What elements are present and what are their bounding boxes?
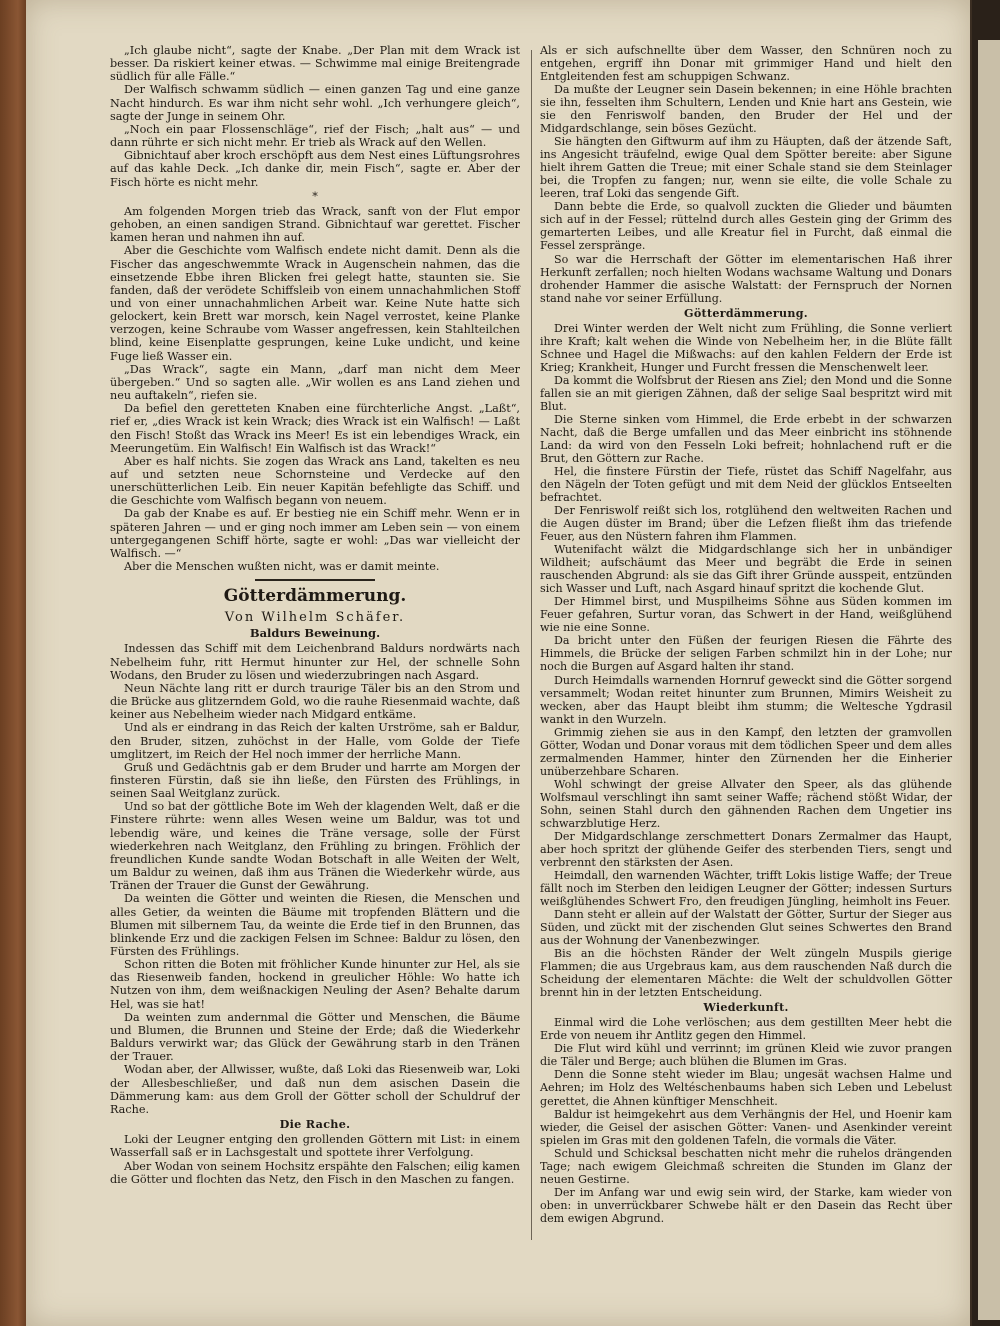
paragraph: Neun Nächte lang ritt er durch traurige Täler bis an den Strom und die Brücke aus glitzerndem Gold, wo die rauhe Riesenmaid wachte, daß keiner aus Nebelheim wieder nach Midgard entkäme. <box>110 681 520 722</box>
paragraph: Der im Anfang war und ewig sein wird, der Starke, kam wieder von oben: in unverrückbarer Schwebe hält er den Dasein das Recht über dem ewigen Abgrund. <box>540 1185 952 1225</box>
paragraph: Gruß und Gedächtnis gab er dem Bruder und harrte am Morgen der finsteren Fürstin, daß sie ihn ließe, den Fürsten des Frühlings, in seinen Saal Weitglanz zurück. <box>110 760 520 801</box>
article-author: Von Wilhelm Schäfer. <box>224 610 406 626</box>
paragraph: Bis an die höchsten Ränder der Welt züngeln Muspils gierige Flammen; die aus Urgebraus kam, aus dem rauschenden Naß durch die Scheidung der elementaren Mächte: die Welt der schuldvollen Götter brennt hin in der letzten Entscheidung. <box>540 947 952 1000</box>
paragraph: Am folgenden Morgen trieb das Wrack, sanft von der Flut empor gehoben, an einen sandigen Strand. Gibnichtauf war gerettet. Fischer kamen heran und nahmen ihn auf. <box>110 204 520 245</box>
paragraph: Wutenifacht wälzt die Midgardschlange sich her in unbändiger Wildheit; aufschäumt das Meer und begräbt die Erde in seinen rauschenden Abgrund: als sie das Gift ihrer Gründe ausspeit, entzünden sich Wasser und Luft, nach Asgard hinauf spritzt die kochende Glut. <box>540 543 952 596</box>
paragraph: Der Fenriswolf reißt sich los, rotglühend den weltweiten Rachen und die Augen düster im Brand; über die Lefzen fließt ihm das triefende Feuer, aus den Nüstern fahren ihm Flammen. <box>540 504 952 544</box>
paragraph: Einmal wird die Lohe verlöschen; aus dem gestillten Meer hebt die Erde von neuem ihr Antlitz gegen den Himmel. <box>540 1016 952 1043</box>
paragraph: Heimdall, den warnenden Wächter, trifft Lokis listige Waffe; der Treue fällt noch im Sterben den leidigen Leugner der Götter; indessen Surturs weißglühendes Schwert Fro, den freudigen Jüngling, heimholt ins Feuer. <box>540 868 952 909</box>
paragraph: Drei Winter werden der Welt nicht zum Frühling, die Sonne verliert ihre Kraft; kalt wehen die Winde von Nebelheim her, in die Blüte fällt Schnee und Hagel die Mißwachs: auf den kahlen Feldern der Erde ist Krieg; Krankheit, Hunger und Furcht fressen die Menschenwelt leer. <box>540 321 952 374</box>
paragraph: Dann bebte die Erde, so qualvoll zuckten die Glieder und bäumten sich auf in der Fessel; rüttelnd durch alles Gestein ging der Grimm des gemarterten Leibes, und alle Kreatur fiel in Furcht, daß einmal die Fessel zerspränge. <box>540 200 952 253</box>
paragraph: Grimmig ziehen sie aus in den Kampf, den letzten der gramvollen Götter, Wodan und Donar voraus mit dem tödlichen Speer und dem alles zermalmenden Hammer, hinter den Zürnenden her die Einherier unüberzehbare Scharen. <box>540 725 952 778</box>
paragraph: Schon ritten die Boten mit fröhlicher Kunde hinunter zur Hel, als sie das Riesenweib fanden, hockend in greulicher Höhle: Wo hatte ich Nutzen von ihm, dem weißnackigen Neuling der Asen? Behalte darum Hel, was sie hat! <box>110 958 520 1011</box>
paragraph: Baldur ist heimgekehrt aus dem Verhängnis der Hel, und Hoenir kam wieder, die Geisel der asischen Götter: Vanen- und Asenkinder vereint spielen im Gras mit den goldenen Tafeln, die vormals die Väter. <box>540 1107 952 1147</box>
section-heading: Götterdämmerung. <box>684 306 808 320</box>
paragraph: Aber Wodan von seinem Hochsitz erspähte den Falschen; eilig kamen die Götter und flochten das Netz, den Fisch in den Maschen zu fangen. <box>110 1159 520 1186</box>
paragraph: „Ich glaube nicht“, sagte der Knabe. „Der Plan mit dem Wrack ist besser. Da riskiert keiner etwas. — Schwimme mal einige Breitengrade südlich für alle Fälle.“ <box>110 44 520 84</box>
paragraph: „Das Wrack“, sagte ein Mann, „darf man nicht dem Meer übergeben.“ Und so sagten alle. „Wir wollen es ans Land ziehen und neu auftakeln“, riefen sie. <box>110 362 520 403</box>
right-column <box>540 44 952 1225</box>
paragraph: Loki der Leugner entging den grollenden Göttern mit List: in einem Wasserfall saß er in Lachsgestalt und spottete ihrer Verfolgung. <box>110 1133 520 1160</box>
paragraph: Und so bat der göttliche Bote im Weh der klagenden Welt, daß er die Finstere rührte: wenn alles Wesen weine um Baldur, was tot und lebendig wäre, und keines die Träne versage, solle der Fürst wiederkehren nach Weitglanz, den Frühling zu bringen. Fröhlich der freundlichen Kunde sandte Wodan Botschaft in alle Weiten der Welt, um Baldur zu weinen, daß ihm aus Tränen die Wiederkehr würde, aus Tränen der Trauer die Gunst der Gewährung. <box>110 800 520 893</box>
paragraph: Indessen das Schiff mit dem Leichenbrand Baldurs nordwärts nach Nebelheim fuhr, ritt Hermut hinunter zur Hel, der schnelle Sohn Wodans, den Bruder zu lösen und wiederzubringen nach Asgard. <box>110 642 520 682</box>
paragraph: Da kommt die Wolfsbrut der Riesen ans Ziel; den Mond und die Sonne fallen sie an mit gierigen Zähnen, daß der selige Saal bespritzt wird mit Blut. <box>540 373 952 413</box>
paragraph: Schuld und Schicksal beschatten nicht mehr die ruhelos drängenden Tage; nach ewigem Gleichmaß schreiten die Stunden im Glanz der neuen Gestirne. <box>540 1146 952 1186</box>
paragraph: Aber die Geschichte vom Walfisch endete nicht damit. Denn als die Fischer das angeschwemmte Wrack in Augenschein nahmen, das die einsetzende Ebbe ihren Blicken frei gelegt hatte, staunten sie. Sie fanden, daß der verödete Schiffsleib von einem unnachahmlichen Stoff und von einer unnachahmlichen Arbeit war. Keine Nute hatte sich gelockert, kein Brett war morsch, kein Nagel verrostet, keine Planke verzogen, keine Schraube vom Wasser angefressen, kein Stahlteilchen blind, keine Eisenplatte gesprungen, keine Luke undicht, und keine Fuge ließ Wasser ein. <box>110 244 520 363</box>
section-heading: Die Rache. <box>279 1117 351 1132</box>
paragraph: Wodan aber, der Allwisser, wußte, daß Loki das Riesenweib war, Loki der Allesbeschließer, und daß nun dem asischen Dasein die Dämmerung kam: aus dem Groll der Götter scholl der Schuldruf der Rache. <box>110 1063 520 1116</box>
paragraph: Da mußte der Leugner sein Dasein bekennen; in eine Höhle brachten sie ihn, fesselten ihm Schultern, Lenden und Knie hart ans Gestein, wie sie den Fenriswolf banden, den Bruder der Hel und der Midgardschlange, sein böses Gezücht. <box>540 83 952 136</box>
paragraph: Gibnichtauf aber kroch erschöpft aus dem Nest eines Lüftungsrohres auf das kahle Deck. „Ich danke dir, mein Fisch“, sagte er. Aber der Fisch hörte es nicht mehr. <box>110 149 520 189</box>
paragraph: Als er sich aufschnellte über dem Wasser, den Schnüren noch zu entgehen, ergriff ihn Donar mit grimmiger Hand und hielt den Entgleitenden fest am schuppigen Schwanz. <box>540 44 952 84</box>
paragraph: Aber die Menschen wußten nicht, was er damit meinte. <box>124 560 440 574</box>
paragraph: Aber es half nichts. Sie zogen das Wrack ans Land, takelten es neu auf und setzten neue Schornsteine und Verdecke auf den unerschütterlichen Leib. Ein neuer Kapitän befehligte das Schiff. und die Geschichte vom Walfisch begann von neuem. <box>110 454 520 508</box>
paragraph: Da gab der Knabe es auf. Er bestieg nie ein Schiff mehr. Wenn er in späteren Jahren — und er ging noch immer am Leben sein — von einem untergegangenen Schiff hörte, sagte er wohl: „Das war vielleicht der Walfisch. —“ <box>110 507 520 560</box>
section-heading: Baldurs Beweinung. <box>249 626 381 641</box>
left-column <box>110 44 520 1186</box>
title-rule <box>255 579 375 581</box>
paragraph: Die Sterne sinken vom Himmel, die Erde erbebt in der schwarzen Nacht, daß die Berge umfallen und das Meer einbricht ins stöhnende Land: da wird von den Fesseln Loki befreit; hohnlachend ruft er die Brut, den Göttern zur Rache. <box>540 412 952 465</box>
paragraph: Sie hängten den Giftwurm auf ihm zu Häupten, daß der ätzende Saft, ins Angesicht träufelnd, ewige Qual dem Spötter bereite: aber Sigune hielt ihrem Gatten die Treue; mit einer Schale stand sie dem Steinlager bei, die Tropfen zu fangen; nur, wenn sie eilte, die volle Schale zu leeren, traf Loki das sengende Gift. <box>540 135 952 201</box>
paragraph: Da weinten die Götter und weinten die Riesen, die Menschen und alles Getier, da weinten die Bäume mit tropfenden Blättern und die Blumen mit silbernem Tau, da weinte die Erde tief in den Brunnen, das blinkende Erz und die zackigen Felsen im Schnee: Baldur zu lösen, den Fürsten des Frühlings. <box>110 892 520 958</box>
paragraph: Denn die Sonne steht wieder im Blau; ungesät wachsen Halme und Aehren; im Holz des Weltéschenbaums haben sich Leben und Lebelust gerettet, die Ahnen künftiger Menschheit. <box>540 1068 952 1108</box>
paragraph: Da bricht unter den Füßen der feurigen Riesen die Fährte des Himmels, die Brücke der seligen Farben schmilzt hin in der Lohe; nur noch die Burgen auf Asgard halten ihr stand. <box>540 634 952 674</box>
section-heading: Wiederkunft. <box>703 1001 789 1015</box>
paragraph: Der Walfisch schwamm südlich — einen ganzen Tag und eine ganze Nacht hindurch. Es war ihm nicht sehr wohl. „Ich verhungere gleich“, sagte der Junge in seinem Ohr. <box>110 83 520 123</box>
paragraph: Der Himmel birst, und Muspilheims Söhne aus Süden kommen im Feuer gefahren, Surtur voran, das Schwert in der Hand, weißglühend wie nie eine Sonne. <box>540 595 952 635</box>
paragraph: Und als er eindrang in das Reich der kalten Urströme, sah er Baldur, den Bruder, sitzen, zuhöchst in der Halle, vom Golde der Tiefe umglitzert, im Reich der Hel noch immer der herrliche Mann. <box>110 721 520 761</box>
paragraph: So war die Herrschaft der Götter im elementarischen Haß ihrer Herkunft zerfallen; noch hielten Wodans wachsame Waltung und Donars drohender Hammer die asische Walstatt: der Fernspruch der Nornen stand nahe vor seiner Erfüllung. <box>540 252 952 305</box>
paragraph: Da weinten zum andernmal die Götter und Menschen, die Bäume und Blumen, die Brunnen und Steine der Erde; daß die Wiederkehr Baldurs verwirkt war; das Glück der Gewährung starb in den Tränen der Trauer. <box>110 1010 520 1064</box>
paragraph: Durch Heimdalls warnenden Hornruf geweckt sind die Götter sorgend versammelt; Wodan reitet hinunter zum Brunnen, Mimirs Weisheit zu wecken, aber das Haupt bleibt ihm stumm; die Weltesche Ygdrasil wankt in den Wurzeln. <box>540 673 952 726</box>
paragraph: Wohl schwingt der greise Allvater den Speer, als das glühende Wolfsmaul verschlingt ihn samt seiner Waffe; rächend stößt Widar, der Sohn, seinen Stahl durch den gähnenden Rachen dem Ungetier ins schwarzblutige Herz. <box>540 777 952 830</box>
paragraph: Hel, die finstere Fürstin der Tiefe, rüstet das Schiff Nagelfahr, aus den Nägeln der Toten gefügt und mit dem Neid der glücklos Entseelten befrachtet. <box>540 465 952 505</box>
column-divider <box>531 50 532 1240</box>
paragraph: Da befiel den geretteten Knaben eine fürchterliche Angst. „Laßt“, rief er, „dies Wrack ist kein Wrack; dies Wrack ist ein Walfisch! — Laßt den Fisch! Stoßt das Wrack ins Meer! Es ist ein lebendiges Wrack, ein Meerungetüm. Ein Walfisch! Ein Walfisch ist das Wrack!“ <box>110 402 520 455</box>
article-title: Götterdämmerung. <box>223 586 407 607</box>
section-separator-star: * <box>312 189 318 203</box>
paragraph: Dann steht er allein auf der Walstatt der Götter, Surtur der Sieger aus Süden, und zückt mit der zischenden Glut seines Schwertes den Brand aus der Wohnung der Vanenbezwinger. <box>540 908 952 948</box>
paragraph: „Noch ein paar Flossenschläge“, rief der Fisch; „halt aus“ — und dann rührte er sich nicht mehr. Er trieb als Wrack auf den Wellen. <box>110 122 520 150</box>
paragraph: Die Flut wird kühl und verrinnt; im grünen Kleid wie zuvor prangen die Täler und Berge; auch blühen die Blumen im Gras. <box>540 1042 952 1069</box>
paragraph: Der Midgardschlange zerschmettert Donars Zermalmer das Haupt, aber hoch spritzt der glühende Geifer des sterbenden Tiers, sengt und verbrennt den stärksten der Asen. <box>540 829 952 869</box>
adjacent-page-edge <box>978 40 1000 1320</box>
